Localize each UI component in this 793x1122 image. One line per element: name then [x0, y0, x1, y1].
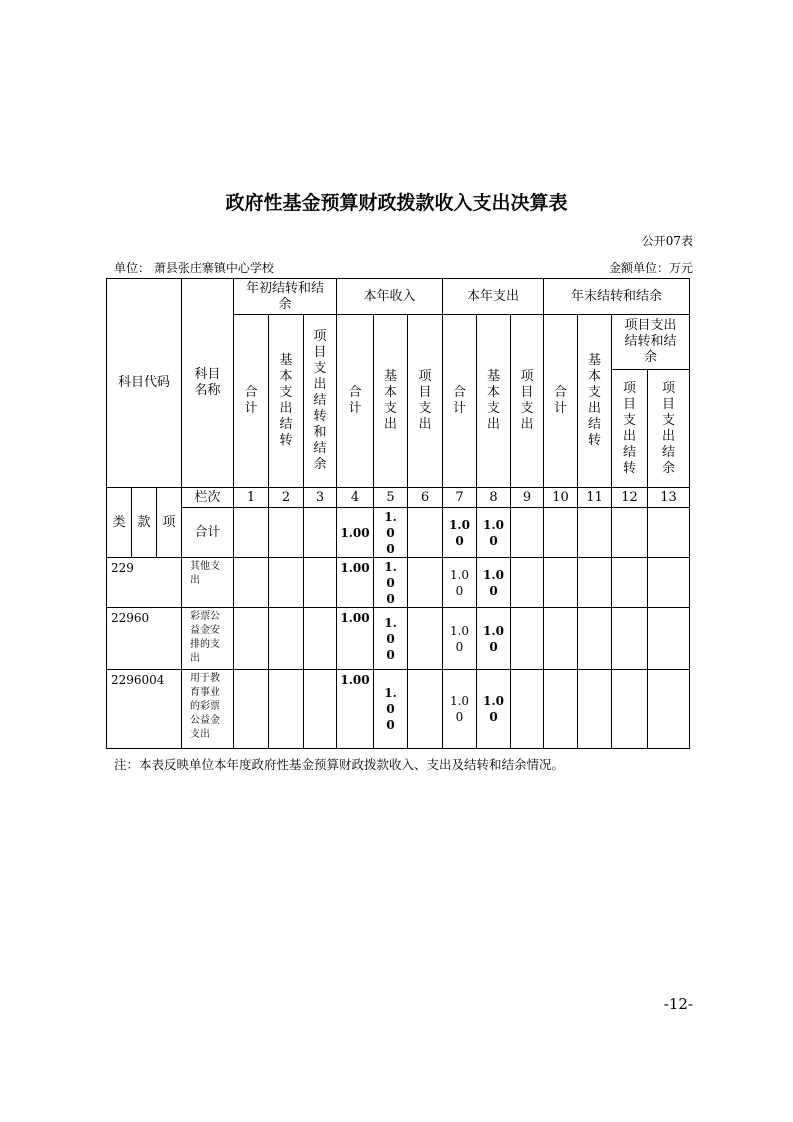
header-project-carry: 项 目 支 出 结 转: [612, 370, 648, 488]
table-row: [107, 608, 690, 670]
row-income: 1.00: [337, 670, 374, 749]
row-code: 22960: [107, 608, 182, 670]
total-basic-expense: 1.0 0: [477, 508, 511, 558]
col-number: 7: [443, 488, 477, 508]
total-income: 1.00: [337, 508, 374, 558]
row-income: 1.00: [337, 558, 374, 608]
total-expense: 1.0 0: [443, 508, 477, 558]
page-number: -12-: [663, 995, 693, 1013]
header-project-group: 项目支出 结转和结 余: [612, 315, 690, 370]
col-number: 8: [477, 488, 511, 508]
header-income: 本年收入: [337, 279, 443, 315]
table-row: [107, 558, 690, 608]
header-total: 合 计: [544, 315, 578, 488]
amount-unit: 金额单位：万元: [608, 261, 693, 275]
row-basic-expense: 1.0 0: [477, 558, 511, 608]
row-name: 彩票公 益金安 排的支 出: [182, 608, 234, 670]
col-number: 11: [578, 488, 612, 508]
header-subject-name: 科目 名称: [182, 279, 234, 488]
header-basic-expense: 基 本 支 出: [477, 315, 511, 488]
col-number: 1: [234, 488, 269, 508]
col-number: 3: [304, 488, 337, 508]
row-basic-income: 1. 0 0: [374, 608, 408, 670]
row-income: 1.00: [337, 608, 374, 670]
col-number: 2: [269, 488, 304, 508]
col-number: 13: [648, 488, 690, 508]
row-code: 229: [107, 558, 182, 608]
category-xiang: 项: [162, 514, 176, 530]
row-code: 2296004: [107, 670, 182, 749]
total-label: 合计: [182, 508, 234, 558]
header-subject-code: 科目代码: [107, 279, 182, 488]
header-closing: 年末结转和结余: [544, 279, 690, 315]
row-expense: 1.0 0: [443, 608, 477, 670]
row-expense: 1.0 0: [443, 670, 477, 749]
header-expense: 本年支出: [443, 279, 544, 315]
category-lei: 类: [107, 488, 132, 557]
header-project-balance: 项 目 支 出 结 余: [648, 370, 690, 488]
row-basic-expense: 1.0 0: [477, 608, 511, 670]
header-basic-carry: 基 本 支 出 结 转: [269, 315, 304, 488]
budget-table: [106, 278, 690, 749]
col-number: 12: [612, 488, 648, 508]
row-expense: 1.0 0: [443, 558, 477, 608]
row-basic-income: 1. 0 0: [374, 558, 408, 608]
col-label: 栏次: [182, 488, 234, 508]
page-title: 政府性基金预算财政拨款收入支出决算表: [225, 192, 568, 214]
table-code: 公开07表: [641, 234, 693, 248]
category-kuan: 款: [132, 488, 157, 557]
row-basic-expense: 1.0 0: [477, 670, 511, 749]
unit-label: 单位： 萧县张庄寨镇中心学校: [114, 261, 274, 275]
col-number: 9: [511, 488, 544, 508]
header-basic-expense: 基 本 支 出: [374, 315, 408, 488]
header-project-expense: 项 目 支 出: [511, 315, 544, 488]
header-project-carry-balance: 项 目 支 出 结 转 和 结 余: [304, 315, 337, 488]
category-cell: [107, 488, 182, 558]
header-opening: 年初结转和结 余: [234, 279, 337, 315]
header-project-expense: 项 目 支 出: [408, 315, 443, 488]
header-total: 合 计: [443, 315, 477, 488]
header-total: 合 计: [337, 315, 374, 488]
col-number: 10: [544, 488, 578, 508]
row-basic-income: 1. 0 0: [374, 670, 408, 749]
header-basic-carry: 基 本 支 出 结 转: [578, 315, 612, 488]
col-number: 5: [374, 488, 408, 508]
total-basic-income: 1. 0 0: [374, 508, 408, 558]
table-row: [107, 670, 690, 749]
col-number: 4: [337, 488, 374, 508]
row-name: 用于教 育事业 的彩票 公益金 支出: [182, 670, 234, 749]
header-total: 合 计: [234, 315, 269, 488]
table-note: 注：本表反映单位本年度政府性基金预算财政拨款收入、支出及结转和结余情况。: [114, 757, 565, 772]
row-name: 其他支 出: [182, 558, 234, 608]
col-number: 6: [408, 488, 443, 508]
